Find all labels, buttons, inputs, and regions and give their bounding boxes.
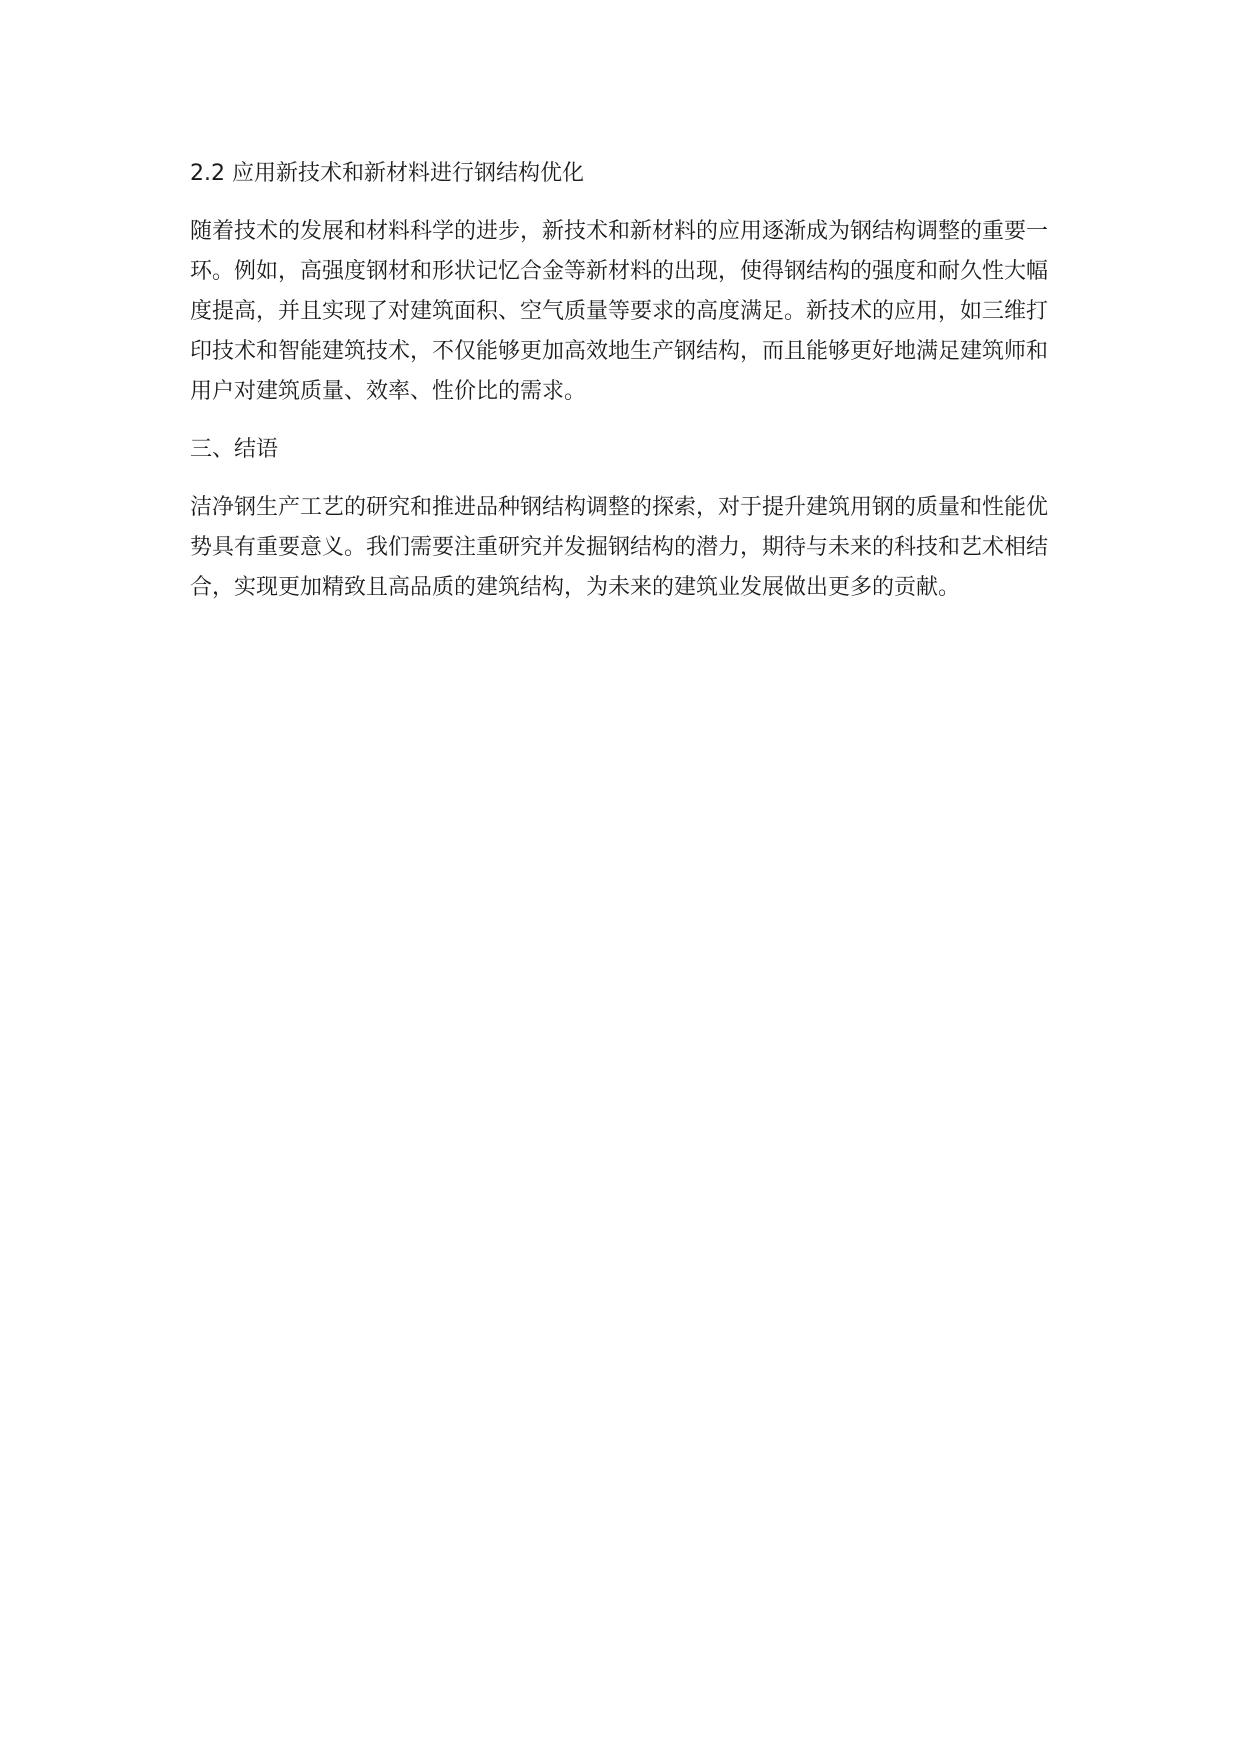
section-heading-2-2: 2.2 应用新技术和新材料进行钢结构优化 xyxy=(190,161,584,186)
page-content xyxy=(190,158,1048,630)
conclusion-heading: 三、结语 xyxy=(190,437,279,462)
section-2-2-paragraph: 随着技术的发展和材料科学的进步，新技术和新材料的应用逐渐成为钢结构调整的重要一环。例如，高强度钢材和形状记忆合金等新材料的出现，使得钢结构的强度和耐久性大幅度提高，并且实现了对建筑面积、空气质量等要求的高度满足。新技术的应用，如三维打印技术和智能建筑技术，不仅能够更加高效地生产钢结构，而且能够更好地满足建筑师和用户对建筑质量、效率、性价比的需求。 xyxy=(190,219,1049,404)
conclusion-paragraph: 洁净钢生产工艺的研究和推进品种钢结构调整的探索，对于提升建筑用钢的质量和性能优势具有重要意义。我们需要注重研究并发掘钢结构的潜力，期待与未来的科技和艺术相结合，实现更加精致且高品质的建筑结构，为未来的建筑业发展做出更多的贡献。 xyxy=(190,495,1049,600)
